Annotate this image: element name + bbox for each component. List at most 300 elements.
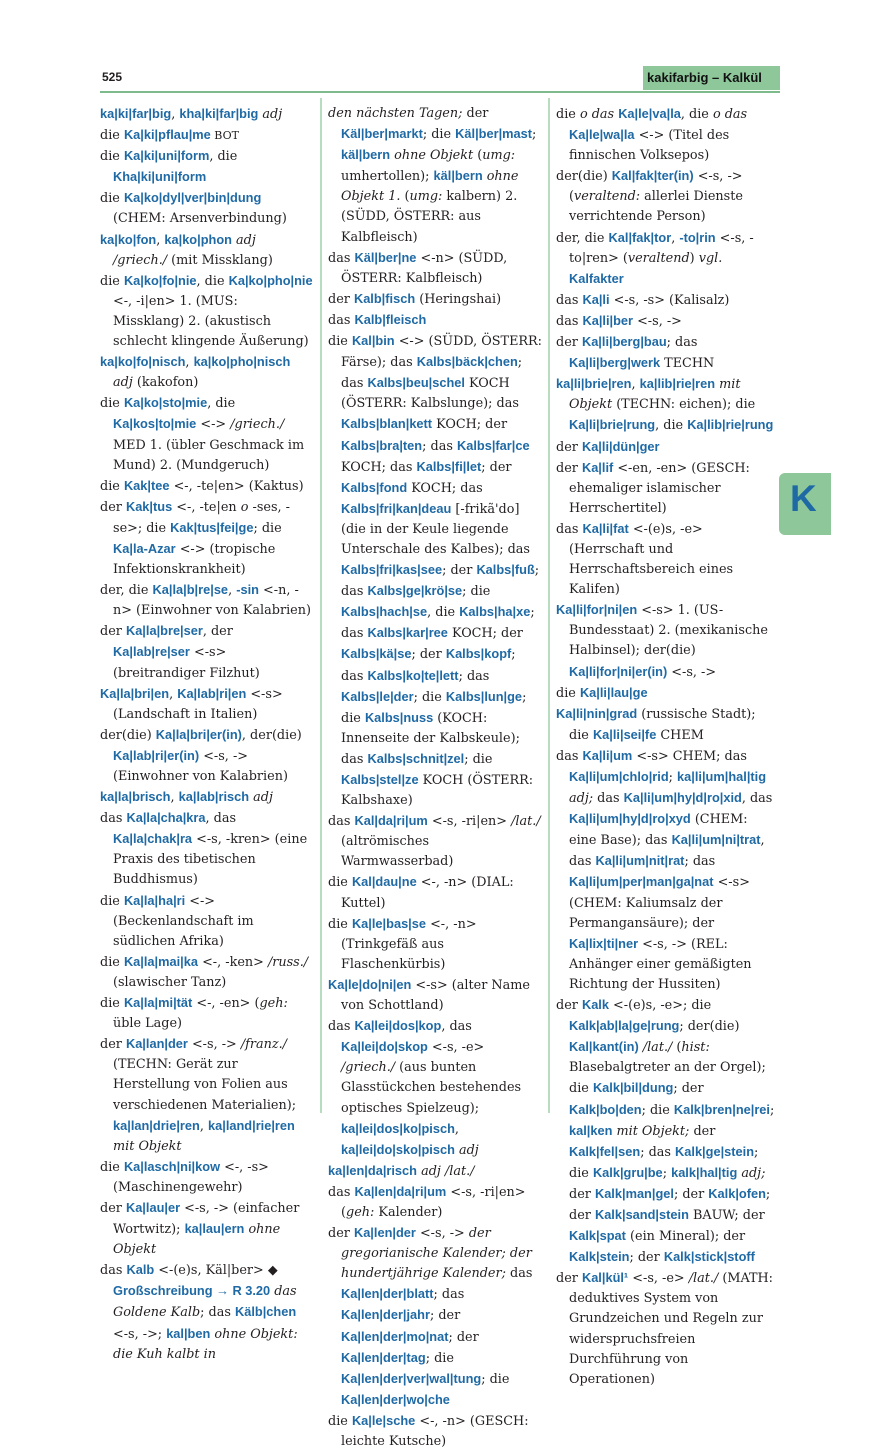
entry-text: ; die: [341, 689, 527, 726]
entry-text: adj /lat./: [417, 1163, 475, 1179]
entry-text: , der(die): [241, 727, 302, 743]
headword: Ka|le|do|ni|en: [328, 976, 412, 992]
dictionary-entry: [100, 725, 313, 787]
dictionary-entry: [328, 1161, 542, 1182]
headword: Ka|lib|rie|rung: [687, 417, 774, 433]
entry-text: /franz./: [240, 1037, 287, 1053]
headword: Kal|bin: [351, 333, 395, 349]
entry-text: (MATH: deduktives System von Grundzeichen und Regeln zur widerspruchsfreien Durchführung von Operationen): [569, 1271, 773, 1387]
entry-text: <-> (Beckenlandschaft im südlichen Afrika): [113, 893, 254, 949]
entry-text: ;: [769, 1102, 775, 1118]
entry-text: Blasebalgtreter an der Orgel); die: [569, 1060, 766, 1097]
headword: Ka|la|cha|kra: [126, 810, 206, 826]
headword: Kalk|ge|stein: [675, 1143, 755, 1159]
dictionary-entry: [328, 975, 542, 1016]
entry-text: die: [100, 954, 124, 970]
entry-text: <-n, -n> (Einwohner von Kalabrien): [113, 583, 311, 619]
dictionary-entry: [100, 891, 313, 952]
entry-text: der(die): [556, 169, 612, 185]
headword: Kalbs|stel|ze: [341, 772, 419, 787]
headword: ka|ko|phon: [164, 231, 232, 247]
headword: Käl|ber|ne: [354, 249, 417, 265]
entry-text: (CHEM: eine Base); das: [569, 812, 748, 849]
headword: Ka|ko|pho|nie: [228, 272, 313, 288]
entry-text: die: [556, 107, 580, 122]
entry-text: die: [328, 916, 352, 932]
entry-text: (mit Missklang): [167, 252, 273, 268]
entry-text: ;: [668, 770, 678, 785]
headword: Kalk|ofen: [708, 1185, 766, 1201]
headword: Ka|lix|ti|ner: [569, 935, 639, 951]
entry-text: umg:: [409, 189, 443, 205]
entry-text: ,: [199, 1118, 208, 1134]
entry-text: <-n> (SÜDD, ÖSTERR: Kalbfleisch): [341, 250, 508, 286]
dictionary-entry: [328, 1223, 542, 1411]
headword: Ka|len|der|tag: [341, 1349, 426, 1365]
headword: Ka|li|lau|ge: [579, 684, 648, 700]
dictionary-entry: [328, 1182, 542, 1223]
headword: Ka|li|um|nit|rat: [595, 853, 685, 869]
headword: Ka|lau|er: [125, 1199, 181, 1215]
dictionary-entry: [328, 248, 542, 289]
entry-text: der: [556, 439, 582, 455]
entry-text: ; die: [641, 1102, 674, 1118]
entry-text: ; der: [442, 563, 477, 579]
headword: Kalbs|blan|kett: [341, 416, 433, 432]
headword: ka|la|brisch: [100, 789, 171, 805]
entry-text: die: [328, 1413, 352, 1429]
entry-text: <-(e)s, -e> (Herrschaft und Herrschaftsbereich eines Kalifen): [569, 521, 734, 598]
entry-text: , die: [207, 396, 236, 412]
entry-text: ohne Objekt: [390, 148, 474, 164]
headword: Kalk|bil|dung: [592, 1080, 674, 1096]
headword: -to|rin: [679, 229, 716, 245]
entry-text: das: [593, 791, 624, 807]
entry-text: BOT: [210, 129, 239, 143]
entry-text: adj: [113, 375, 133, 391]
headword: Kalk|man|gel: [594, 1185, 674, 1201]
entry-text: das: [556, 313, 583, 329]
entry-text: (KOCH: Innenseite der Kalbskeule); das: [341, 710, 520, 767]
headword: käl|bern: [433, 168, 483, 184]
entry-text: die: [100, 396, 124, 412]
headword: Käl|ber|mast: [455, 126, 533, 142]
column-2: [328, 104, 542, 1452]
entry-text: <-s, -> (Einwohner von Kalabrien): [113, 748, 288, 784]
entry-text: KOCH; der: [447, 626, 523, 642]
headword: Ka|lan|der: [125, 1036, 188, 1052]
entry-text: der(die): [100, 727, 156, 743]
entry-text: <-, -i|en> 1. (MUS: Missklang) 2. (akustisch schlecht klingende Äußerung): [113, 293, 309, 350]
entry-text: /griech./: [230, 417, 285, 433]
headword: Ka|ki|pflau|me: [123, 127, 211, 143]
dictionary-entry: [100, 352, 313, 393]
entry-text: <-s, -kren> (eine Praxis des tibetischen Buddhismus): [113, 832, 308, 888]
headword: Kalk|bren|ne|rei: [673, 1101, 770, 1117]
dictionary-entry: [556, 104, 776, 166]
entry-text: der: [556, 1271, 582, 1287]
entry-text: die: [100, 273, 124, 289]
headword: Ka|li|berg|bau: [581, 334, 667, 350]
entry-text: o: [240, 499, 249, 515]
thumb-index-letter: K: [790, 478, 817, 519]
dictionary-entry: [100, 808, 313, 890]
headword: Ka|ko|dyl|ver|bin|dung: [123, 190, 262, 206]
entry-text: <-, -te|en: [172, 499, 241, 515]
entry-text: (TECHN: Gerät zur Herstellung von Folien aus verschiedenen Materialien);: [113, 1057, 297, 1113]
headword: Ka|li|brie|rung: [569, 417, 656, 433]
entry-text: ,: [169, 686, 178, 702]
entry-text: ; die: [413, 689, 446, 705]
headword: kha|ki|far|big: [179, 106, 259, 121]
entry-text: <-s, -> (: [569, 169, 743, 205]
entry-text: ; das: [666, 335, 698, 351]
dictionary-entry: [100, 1198, 313, 1260]
entry-text: , das: [569, 833, 765, 870]
entry-text: üble Lage): [113, 1016, 183, 1032]
entry-text: -ses, -se>; die: [113, 499, 290, 536]
entry-text: ; das: [341, 563, 540, 600]
entry-text: der: [100, 1037, 126, 1053]
entry-text: <-s, -e>: [427, 1040, 485, 1056]
entry-text: (CHEM: Arsenverbindung): [113, 211, 287, 227]
entry-text: /lat./: [511, 814, 541, 830]
headword: Kalbs|fri|kan|deau: [341, 500, 452, 516]
entry-text: ,: [228, 583, 237, 599]
headword: Kalk|spat: [569, 1228, 626, 1244]
entry-text: , die: [680, 107, 713, 122]
headword: Ka|li|um: [582, 747, 633, 763]
headword: Kalbs|hach|se: [341, 604, 428, 620]
entry-text: <->: [196, 417, 231, 433]
headword: Kalbs|kar|ree: [367, 625, 448, 641]
headword: Ka|lab|ri|er(in): [113, 747, 200, 763]
headword: käl|bern: [341, 147, 391, 163]
headword: Kak|tus|fei|ge: [170, 519, 254, 535]
entry-text: <-s, -ri|en> (: [341, 1184, 526, 1220]
entry-text: , die: [196, 273, 229, 289]
entry-text: adj /griech./: [113, 232, 256, 268]
entry-text: ;: [532, 127, 537, 143]
headword: Ka|len|der|jahr: [341, 1307, 430, 1323]
entry-text: ; der: [411, 647, 446, 663]
headword: ka|lau|ern: [184, 1221, 245, 1237]
headword: Ka|ko|sto|mie: [123, 395, 208, 411]
entry-text: ; das: [200, 1305, 235, 1321]
dictionary-entry: [100, 684, 313, 725]
header-rule: [100, 91, 780, 93]
headword: Kal|fak|tor: [608, 229, 672, 245]
headword: kal|ben: [166, 1325, 211, 1341]
headword: Ka|lei|do|skop: [341, 1039, 428, 1055]
entry-text: KOCH; der: [432, 417, 508, 433]
entry-text: o das: [579, 107, 615, 122]
dictionary-entry: [100, 188, 313, 229]
entry-text: ; das: [458, 668, 490, 684]
dictionary-entry: [328, 331, 542, 811]
entry-text: , der: [202, 624, 233, 640]
entry-text: der, die: [100, 583, 153, 599]
entry-text: mit Objekt: [113, 1138, 182, 1154]
headword: Ka|la|bre|ser: [125, 623, 203, 639]
entry-text: TECHN: [660, 356, 715, 372]
entry-text: , das: [741, 791, 773, 807]
headword: Ka|li|dün|ger: [581, 438, 660, 454]
headword: Kalbs|fuß: [476, 562, 535, 578]
entry-text: der: [462, 106, 489, 121]
headword: Kalbs|le|der: [341, 688, 414, 704]
entry-text: , das: [205, 811, 237, 827]
headword: Ka|li|nin|grad: [556, 705, 638, 721]
entry-text: (: [400, 189, 410, 205]
entry-text: , die: [427, 605, 460, 621]
headword: Kalk: [581, 997, 609, 1013]
entry-text: ; das: [341, 355, 523, 392]
entry-text: ohne Objekt: die Kuh kalbt in: [113, 1326, 298, 1362]
dictionary-entry: [328, 872, 542, 913]
entry-text: adj: [249, 790, 273, 806]
dictionary-entry: [556, 519, 776, 600]
dictionary-entry: [328, 1411, 542, 1452]
headword: Kalbs|schnit|zel: [367, 750, 465, 766]
headword: Kalk|gru|be: [592, 1164, 663, 1180]
dictionary-entry: [556, 600, 776, 682]
headword: Ka|lasch|ni|kow: [123, 1158, 221, 1174]
headword: Kalb|fisch: [353, 290, 416, 306]
entry-text: adj;: [737, 1165, 766, 1181]
entry-text: allerlei Dienste verrichtende Person): [569, 189, 743, 225]
entry-text: , die: [209, 149, 238, 165]
entry-text: das: [556, 521, 583, 537]
entry-text: <-> (SÜDD, ÖSTERR: Färse); das: [341, 334, 542, 371]
entry-text: ; der: [673, 1081, 704, 1097]
column-1: [100, 104, 313, 1365]
dictionary-entry: [100, 271, 313, 352]
page-number: 525: [102, 70, 123, 84]
entry-text: das: [556, 292, 583, 308]
entry-text: ; der: [481, 459, 512, 475]
entry-text: <-s, ->: [415, 1226, 469, 1242]
entry-text: das Goldene Kalb: [113, 1284, 297, 1321]
entry-text: ; die: [422, 127, 456, 143]
headword: Ka|lei|dos|kop: [354, 1018, 442, 1034]
dictionary-entry: [100, 476, 313, 497]
headword: Ka|lif: [581, 459, 614, 475]
entry-text: <-s> (alter Name von Schottland): [341, 977, 530, 1014]
entry-text: ,: [171, 107, 180, 122]
headword: ka|lan|drie|ren: [113, 1117, 200, 1133]
headword: Kalk|ab|la|ge|rung: [569, 1018, 680, 1034]
headword: Ka|la|mi|tät: [123, 995, 193, 1011]
headword: Kalk|stein: [569, 1249, 630, 1265]
entry-text: der: [569, 1186, 595, 1202]
entry-text: ,: [631, 377, 640, 393]
headword: Kak|tee: [123, 477, 170, 493]
headword: Ka|la|b|re|se: [152, 582, 229, 598]
headword: ka|ko|fo|nisch: [100, 354, 186, 370]
dictionary-entry: [328, 1016, 542, 1161]
entry-text: ; das: [433, 1287, 465, 1303]
headword: kal|ken: [569, 1122, 613, 1138]
headword: Kal|kant(in): [569, 1039, 639, 1055]
headword: Ka|len|der|mo|nat: [341, 1328, 449, 1344]
entry-text: <-, -n> (Trinkgefäß aus Flaschenkürbis): [341, 916, 477, 972]
headword: Kal|da|ri|um: [354, 813, 428, 829]
entry-text: ;: [662, 1165, 672, 1181]
headword: Kal|dau|ne: [351, 874, 417, 890]
headword: Kalbs|kopf: [445, 646, 512, 662]
entry-text: die: [100, 478, 124, 494]
entry-text: ,: [671, 230, 680, 246]
headword: ka|len|da|risch: [328, 1162, 417, 1178]
entry-text: ; das: [640, 1144, 676, 1160]
entry-text: geh:: [259, 996, 288, 1012]
dictionary-entry: [100, 1034, 313, 1157]
headword: Ka|la-Azar: [113, 540, 176, 556]
entry-text: (aus bunten Glasstückchen bestehendes optisches Spielzeug);: [341, 1060, 522, 1116]
headword: Kalbs|fri|kas|see: [341, 562, 443, 578]
entry-text: mit Objekt: [569, 377, 741, 413]
dictionary-entry: [100, 993, 313, 1034]
entry-text: die: [556, 685, 580, 701]
dictionary-entry: [328, 289, 542, 310]
dictionary-entry: [100, 787, 313, 808]
headword: Ka|li|um|chlo|rid: [569, 769, 669, 784]
entry-text: KOCH; das: [341, 459, 417, 475]
column-divider: [320, 98, 322, 1113]
entry-text: CHEM: [656, 727, 704, 743]
entry-text: ): [689, 250, 699, 266]
entry-text: geh:: [346, 1204, 375, 1220]
entry-text: den nächsten Tagen;: [328, 106, 463, 121]
headword: -sin: [236, 582, 259, 598]
entry-text: <-, -n> (DIAL: Kuttel): [341, 875, 514, 911]
entry-text: das: [328, 250, 355, 266]
dictionary-entry: [100, 497, 313, 580]
headword: ka|li|brie|ren: [556, 376, 632, 392]
entry-text: ; das: [341, 647, 516, 684]
headword: ka|ko|pho|nisch: [193, 354, 291, 370]
headword: Kalbs|kä|se: [341, 646, 412, 662]
entry-text: <-> (Titel des finnischen Volksepos): [569, 128, 730, 164]
entry-text: adj: [258, 107, 283, 122]
headword: Ka|li|um|hy|d|ro|xid: [623, 790, 742, 806]
headword: Käl|ber|markt: [341, 126, 423, 142]
headword: Kalbs|bäck|chen: [416, 354, 518, 370]
entry-text: <-s, -s> (Kalisalz): [609, 292, 730, 308]
headword: Ka|len|da|ri|um: [354, 1183, 447, 1199]
headword: ka|lib|rie|ren: [639, 376, 716, 392]
entry-text: (kakofon): [132, 375, 199, 391]
headword: Kalbs|ha|xe: [459, 604, 531, 620]
headword: Kal|fak|ter(in): [611, 168, 694, 184]
running-head: kakifarbig – Kalkül: [647, 70, 762, 85]
entry-text: <-> (tropische Infektionskrankheit): [113, 541, 276, 578]
entry-text: das: [328, 1019, 355, 1035]
headword: Ka|len|der|wo|che: [341, 1391, 450, 1407]
entry-text: (altrömisches Warmwasserbad): [341, 834, 454, 870]
entry-text: umg:: [482, 148, 516, 164]
entry-text: <-s, ->: [633, 313, 682, 329]
entry-text: der: [556, 460, 582, 476]
entry-text: die: [328, 875, 352, 891]
entry-text: das: [328, 814, 355, 830]
entry-text: MED 1. (übler Geschmack im Mund) 2. (Mundgeruch): [113, 437, 305, 473]
entry-text: das: [556, 748, 583, 764]
dictionary-entry: [100, 393, 313, 475]
entry-text: , das: [441, 1019, 472, 1035]
headword: Ka|ki|uni|form: [123, 148, 210, 164]
column-divider: [548, 98, 550, 1113]
entry-text: <-, -ken>: [198, 954, 268, 970]
headword: Ka|la|chak|ra: [113, 831, 193, 847]
headword: Ka|lab|re|ser: [113, 644, 190, 660]
entry-text: <-, -n> (GESCH: leichte Kutsche): [341, 1413, 529, 1449]
entry-text: <-s> (Landschaft in Italien): [113, 686, 283, 722]
headword: Kalbs|bra|ten: [341, 437, 423, 453]
headword: Kha|ki|uni|form: [113, 169, 207, 185]
entry-text: ; der: [629, 1250, 664, 1266]
entry-text: <-s, -ri|en>: [427, 814, 512, 830]
entry-text: <-(e)s, -e>; die: [608, 998, 712, 1014]
dictionary-entry: [100, 580, 313, 621]
dictionary-entry: [556, 166, 776, 227]
dictionary-entry: [556, 1268, 776, 1390]
headword: Kalbs|fi|let: [416, 458, 482, 474]
dictionary-entry: [556, 311, 776, 332]
entry-text: o das: [712, 107, 748, 122]
headword: Kalbs|lun|ge: [445, 688, 523, 704]
entry-text: <-s, -e>: [628, 1271, 689, 1287]
entry-text: <-s, ->: [187, 1037, 241, 1053]
headword: Ka|li|for|ni|er(in): [569, 663, 668, 679]
headword: Kak|tus: [125, 498, 173, 514]
entry-text: die: [100, 149, 124, 165]
entry-text: die: [328, 334, 352, 350]
headword: Kalbs|fond: [341, 479, 408, 495]
entry-text: (russische Stadt); die: [569, 706, 756, 743]
dictionary-entry: [556, 290, 776, 311]
entry-text: /lat./: [642, 1040, 673, 1056]
headword: Ka|li|um|ni|trat: [671, 832, 761, 848]
entry-text: umhertollen);: [341, 169, 434, 185]
headword: Kalk|bo|den: [569, 1101, 642, 1117]
headword: Ka|li|for|ni|en: [556, 602, 638, 618]
headword: Ka|len|der|blatt: [341, 1286, 434, 1302]
headword: Kalk|stick|stoff: [663, 1249, 755, 1265]
entry-text: ,: [156, 232, 165, 248]
dictionary-entry: [100, 146, 313, 188]
entry-text: das: [100, 811, 127, 827]
entry-text: ; der: [673, 1186, 709, 1202]
headword: Ka|le|sche: [351, 1412, 416, 1428]
headword: Ka|ko|fo|nie: [123, 272, 197, 288]
entry-text: /russ./: [267, 954, 309, 970]
headword: Kälb|chen: [235, 1304, 297, 1320]
entry-text: ; das: [341, 605, 535, 642]
entry-text: (slawischer Tanz): [113, 974, 227, 990]
entry-text: KOCH (ÖSTERR: Kalbslunge); das: [341, 376, 519, 412]
headword: Ka|kos|to|mie: [113, 416, 197, 432]
entry-text: , die: [655, 418, 688, 434]
entry-text: ; das: [422, 438, 457, 454]
dictionary-entry: [100, 230, 313, 271]
headword: kalk|hal|tig: [671, 1164, 738, 1180]
headword: Kalbs|ko|te|lett: [367, 667, 459, 683]
headword: Ka|le|va|la: [618, 106, 681, 121]
headword: Kalbs|ge|krö|se: [367, 583, 463, 599]
entry-text: KOCH; das: [407, 480, 483, 496]
